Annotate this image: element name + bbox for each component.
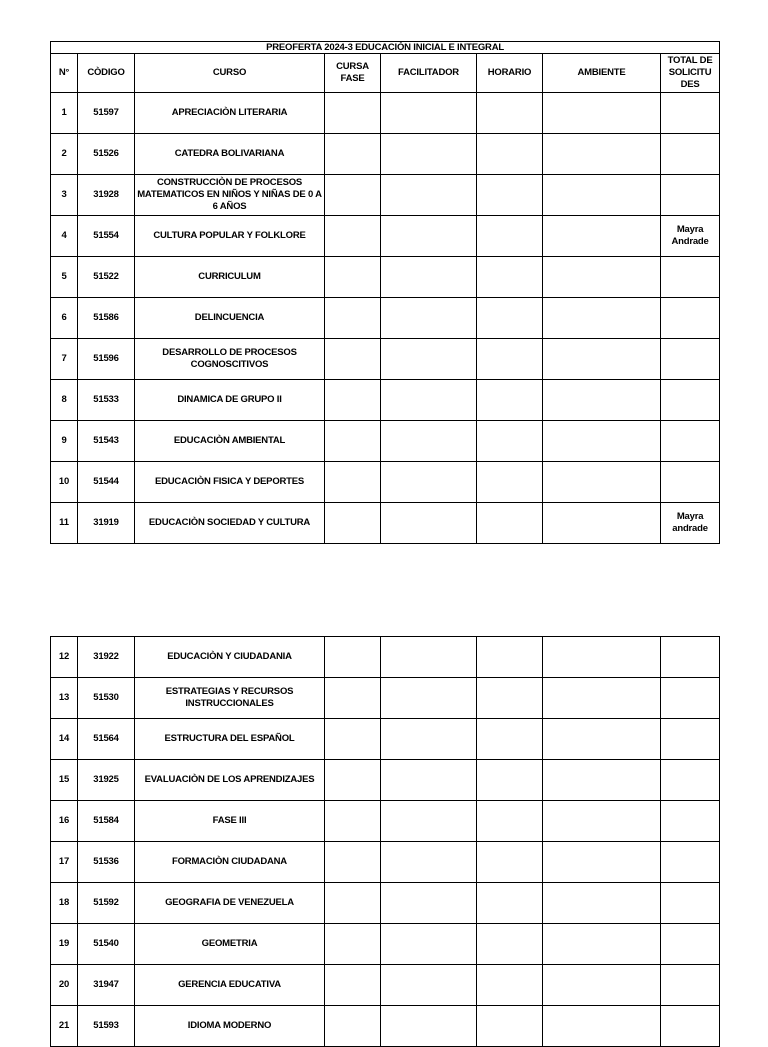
phase-cell bbox=[325, 134, 381, 175]
facilitator-cell bbox=[381, 93, 477, 134]
header-facilitator: FACILITADOR bbox=[381, 54, 477, 93]
facilitator-cell bbox=[381, 1006, 477, 1047]
schedule-cell bbox=[477, 503, 543, 544]
course-name-cell: CONSTRUCCIÒN DE PROCESOS MATEMATICOS EN NIÑOS Y NIÑAS DE 0 A 6 AÑOS bbox=[135, 175, 325, 216]
phase-cell bbox=[325, 216, 381, 257]
schedule-cell bbox=[477, 134, 543, 175]
total-requests-cell bbox=[661, 339, 720, 380]
total-requests-cell bbox=[661, 175, 720, 216]
course-code-cell: 51544 bbox=[78, 462, 135, 503]
total-requests-cell bbox=[661, 719, 720, 760]
course-table-page-1 bbox=[50, 41, 720, 544]
course-name-cell: GEOMETRIA bbox=[135, 924, 325, 965]
row-number-cell: 1 bbox=[51, 93, 78, 134]
total-requests-cell bbox=[661, 842, 720, 883]
facilitator-cell bbox=[381, 421, 477, 462]
schedule-cell bbox=[477, 965, 543, 1006]
course-table-page-2 bbox=[50, 636, 720, 1047]
total-requests-cell bbox=[661, 462, 720, 503]
room-cell bbox=[543, 257, 661, 298]
course-code-cell: 51596 bbox=[78, 339, 135, 380]
phase-cell bbox=[325, 842, 381, 883]
table-row bbox=[51, 883, 720, 924]
header-phase bbox=[325, 54, 381, 93]
course-code-cell: 51530 bbox=[78, 678, 135, 719]
table-row bbox=[51, 719, 720, 760]
schedule-cell bbox=[477, 216, 543, 257]
row-number-cell: 18 bbox=[51, 883, 78, 924]
phase-cell bbox=[325, 924, 381, 965]
row-number-cell: 13 bbox=[51, 678, 78, 719]
course-name-cell: CATEDRA BOLIVARIANA bbox=[135, 134, 325, 175]
table-row bbox=[51, 134, 720, 175]
course-code-cell: 51584 bbox=[78, 801, 135, 842]
phase-cell bbox=[325, 298, 381, 339]
course-name-cell: IDIOMA MODERNO bbox=[135, 1006, 325, 1047]
header-room: AMBIENTE bbox=[543, 54, 661, 93]
room-cell bbox=[543, 298, 661, 339]
course-code-cell: 31928 bbox=[78, 175, 135, 216]
schedule-cell bbox=[477, 1006, 543, 1047]
schedule-cell bbox=[477, 257, 543, 298]
total-requests-cell bbox=[661, 637, 720, 678]
course-name-cell: GERENCIA EDUCATIVA bbox=[135, 965, 325, 1006]
phase-cell bbox=[325, 637, 381, 678]
room-cell bbox=[543, 801, 661, 842]
facilitator-cell bbox=[381, 924, 477, 965]
header-total-line3: DES bbox=[680, 79, 700, 90]
schedule-cell bbox=[477, 380, 543, 421]
table-body-page-2 bbox=[51, 637, 720, 1047]
schedule-cell bbox=[477, 339, 543, 380]
row-number-cell: 3 bbox=[51, 175, 78, 216]
room-cell bbox=[543, 924, 661, 965]
course-code-cell: 31922 bbox=[78, 637, 135, 678]
table-row bbox=[51, 1006, 720, 1047]
room-cell bbox=[543, 637, 661, 678]
schedule-cell bbox=[477, 719, 543, 760]
table-row bbox=[51, 760, 720, 801]
row-number-cell: 8 bbox=[51, 380, 78, 421]
course-code-cell: 51554 bbox=[78, 216, 135, 257]
facilitator-cell bbox=[381, 965, 477, 1006]
header-phase-line2: FASE bbox=[340, 73, 365, 84]
total-requests-cell bbox=[661, 257, 720, 298]
facilitator-cell bbox=[381, 760, 477, 801]
table-row bbox=[51, 421, 720, 462]
total-requests-cell: Mayra andrade bbox=[661, 503, 720, 544]
table-body-page-1 bbox=[51, 93, 720, 544]
course-code-cell: 51533 bbox=[78, 380, 135, 421]
facilitator-cell bbox=[381, 257, 477, 298]
phase-cell bbox=[325, 801, 381, 842]
course-code-cell: 31919 bbox=[78, 503, 135, 544]
table-row bbox=[51, 257, 720, 298]
table-row bbox=[51, 637, 720, 678]
facilitator-cell bbox=[381, 801, 477, 842]
header-phase-line1: CURSA bbox=[336, 61, 369, 72]
course-code-cell: 51526 bbox=[78, 134, 135, 175]
row-number-cell: 10 bbox=[51, 462, 78, 503]
header-total-line2: SOLICITU bbox=[668, 67, 712, 78]
schedule-cell bbox=[477, 678, 543, 719]
total-requests-cell bbox=[661, 1006, 720, 1047]
course-code-cell: 51536 bbox=[78, 842, 135, 883]
phase-cell bbox=[325, 421, 381, 462]
phase-cell bbox=[325, 175, 381, 216]
total-requests-cell: Mayra Andrade bbox=[661, 216, 720, 257]
schedule-cell bbox=[477, 421, 543, 462]
course-name-cell: ESTRUCTURA DEL ESPAÑOL bbox=[135, 719, 325, 760]
phase-cell bbox=[325, 503, 381, 544]
course-code-cell: 31947 bbox=[78, 965, 135, 1006]
facilitator-cell bbox=[381, 175, 477, 216]
room-cell bbox=[543, 134, 661, 175]
row-number-cell: 21 bbox=[51, 1006, 78, 1047]
phase-cell bbox=[325, 883, 381, 924]
facilitator-cell bbox=[381, 637, 477, 678]
table-row bbox=[51, 298, 720, 339]
total-requests-cell bbox=[661, 380, 720, 421]
total-requests-cell bbox=[661, 924, 720, 965]
schedule-cell bbox=[477, 801, 543, 842]
row-number-cell: 9 bbox=[51, 421, 78, 462]
total-requests-cell bbox=[661, 421, 720, 462]
row-number-cell: 6 bbox=[51, 298, 78, 339]
total-requests-cell bbox=[661, 134, 720, 175]
course-name-cell: ESTRATEGIAS Y RECURSOS INSTRUCCIONALES bbox=[135, 678, 325, 719]
table-row bbox=[51, 503, 720, 544]
total-requests-cell bbox=[661, 883, 720, 924]
course-code-cell: 51592 bbox=[78, 883, 135, 924]
facilitator-cell bbox=[381, 462, 477, 503]
course-code-cell: 31925 bbox=[78, 760, 135, 801]
table-row bbox=[51, 924, 720, 965]
phase-cell bbox=[325, 380, 381, 421]
schedule-cell bbox=[477, 93, 543, 134]
course-name-cell: EDUCACIÒN Y CIUDADANIA bbox=[135, 637, 325, 678]
header-schedule: HORARIO bbox=[477, 54, 543, 93]
row-number-cell: 15 bbox=[51, 760, 78, 801]
schedule-cell bbox=[477, 298, 543, 339]
schedule-cell bbox=[477, 175, 543, 216]
phase-cell bbox=[325, 93, 381, 134]
room-cell bbox=[543, 339, 661, 380]
phase-cell bbox=[325, 257, 381, 298]
table-row bbox=[51, 380, 720, 421]
facilitator-cell bbox=[381, 503, 477, 544]
total-requests-cell bbox=[661, 93, 720, 134]
room-cell bbox=[543, 216, 661, 257]
room-cell bbox=[543, 462, 661, 503]
course-name-cell: APRECIACIÒN LITERARIA bbox=[135, 93, 325, 134]
room-cell bbox=[543, 421, 661, 462]
row-number-cell: 16 bbox=[51, 801, 78, 842]
facilitator-cell bbox=[381, 678, 477, 719]
table-row bbox=[51, 801, 720, 842]
document-title: PREOFERTA 2024-3 EDUCACIÒN INICIAL E INTEGRAL bbox=[51, 42, 720, 54]
table-row bbox=[51, 842, 720, 883]
row-number-cell: 11 bbox=[51, 503, 78, 544]
room-cell bbox=[543, 1006, 661, 1047]
schedule-cell bbox=[477, 924, 543, 965]
course-name-cell: EDUCACIÒN SOCIEDAD Y CULTURA bbox=[135, 503, 325, 544]
row-number-cell: 7 bbox=[51, 339, 78, 380]
total-requests-cell bbox=[661, 965, 720, 1006]
facilitator-cell bbox=[381, 842, 477, 883]
course-name-cell: EDUCACIÒN FISICA Y DEPORTES bbox=[135, 462, 325, 503]
phase-cell bbox=[325, 462, 381, 503]
course-name-cell: CURRICULUM bbox=[135, 257, 325, 298]
header-total bbox=[661, 54, 720, 93]
total-requests-cell bbox=[661, 298, 720, 339]
header-code: CÒDIGO bbox=[78, 54, 135, 93]
room-cell bbox=[543, 760, 661, 801]
course-name-cell: DESARROLLO DE PROCESOS COGNOSCITIVOS bbox=[135, 339, 325, 380]
row-number-cell: 14 bbox=[51, 719, 78, 760]
row-number-cell: 12 bbox=[51, 637, 78, 678]
header-num: N° bbox=[51, 54, 78, 93]
phase-cell bbox=[325, 1006, 381, 1047]
course-code-cell: 51586 bbox=[78, 298, 135, 339]
row-number-cell: 17 bbox=[51, 842, 78, 883]
table-row bbox=[51, 462, 720, 503]
schedule-cell bbox=[477, 637, 543, 678]
row-number-cell: 19 bbox=[51, 924, 78, 965]
facilitator-cell bbox=[381, 719, 477, 760]
course-code-cell: 51597 bbox=[78, 93, 135, 134]
row-number-cell: 4 bbox=[51, 216, 78, 257]
course-name-cell: DELINCUENCIA bbox=[135, 298, 325, 339]
table-row bbox=[51, 339, 720, 380]
course-name-cell: EDUCACIÒN AMBIENTAL bbox=[135, 421, 325, 462]
header-total-line1: TOTAL DE bbox=[667, 55, 713, 66]
phase-cell bbox=[325, 965, 381, 1006]
course-name-cell: EVALUACIÒN DE LOS APRENDIZAJES bbox=[135, 760, 325, 801]
table-row bbox=[51, 216, 720, 257]
row-number-cell: 2 bbox=[51, 134, 78, 175]
course-name-cell: FORMACIÒN CIUDADANA bbox=[135, 842, 325, 883]
course-name-cell: GEOGRAFIA DE VENEZUELA bbox=[135, 883, 325, 924]
room-cell bbox=[543, 842, 661, 883]
table-row bbox=[51, 965, 720, 1006]
total-requests-cell bbox=[661, 678, 720, 719]
phase-cell bbox=[325, 719, 381, 760]
row-number-cell: 5 bbox=[51, 257, 78, 298]
total-requests-cell bbox=[661, 801, 720, 842]
facilitator-cell bbox=[381, 380, 477, 421]
table-row bbox=[51, 93, 720, 134]
facilitator-cell bbox=[381, 298, 477, 339]
room-cell bbox=[543, 380, 661, 421]
schedule-cell bbox=[477, 842, 543, 883]
schedule-cell bbox=[477, 883, 543, 924]
room-cell bbox=[543, 965, 661, 1006]
facilitator-cell bbox=[381, 134, 477, 175]
header-course: CURSO bbox=[135, 54, 325, 93]
facilitator-cell bbox=[381, 339, 477, 380]
room-cell bbox=[543, 175, 661, 216]
room-cell bbox=[543, 678, 661, 719]
course-code-cell: 51593 bbox=[78, 1006, 135, 1047]
room-cell bbox=[543, 93, 661, 134]
course-name-cell: FASE III bbox=[135, 801, 325, 842]
phase-cell bbox=[325, 760, 381, 801]
total-requests-cell bbox=[661, 760, 720, 801]
room-cell bbox=[543, 503, 661, 544]
course-name-cell: DINAMICA DE GRUPO II bbox=[135, 380, 325, 421]
room-cell bbox=[543, 883, 661, 924]
course-code-cell: 51543 bbox=[78, 421, 135, 462]
phase-cell bbox=[325, 339, 381, 380]
course-code-cell: 51540 bbox=[78, 924, 135, 965]
facilitator-cell bbox=[381, 883, 477, 924]
phase-cell bbox=[325, 678, 381, 719]
room-cell bbox=[543, 719, 661, 760]
course-code-cell: 51522 bbox=[78, 257, 135, 298]
course-code-cell: 51564 bbox=[78, 719, 135, 760]
table-row bbox=[51, 678, 720, 719]
schedule-cell bbox=[477, 462, 543, 503]
table-row bbox=[51, 175, 720, 216]
course-name-cell: CULTURA POPULAR Y FOLKLORE bbox=[135, 216, 325, 257]
row-number-cell: 20 bbox=[51, 965, 78, 1006]
schedule-cell bbox=[477, 760, 543, 801]
facilitator-cell bbox=[381, 216, 477, 257]
